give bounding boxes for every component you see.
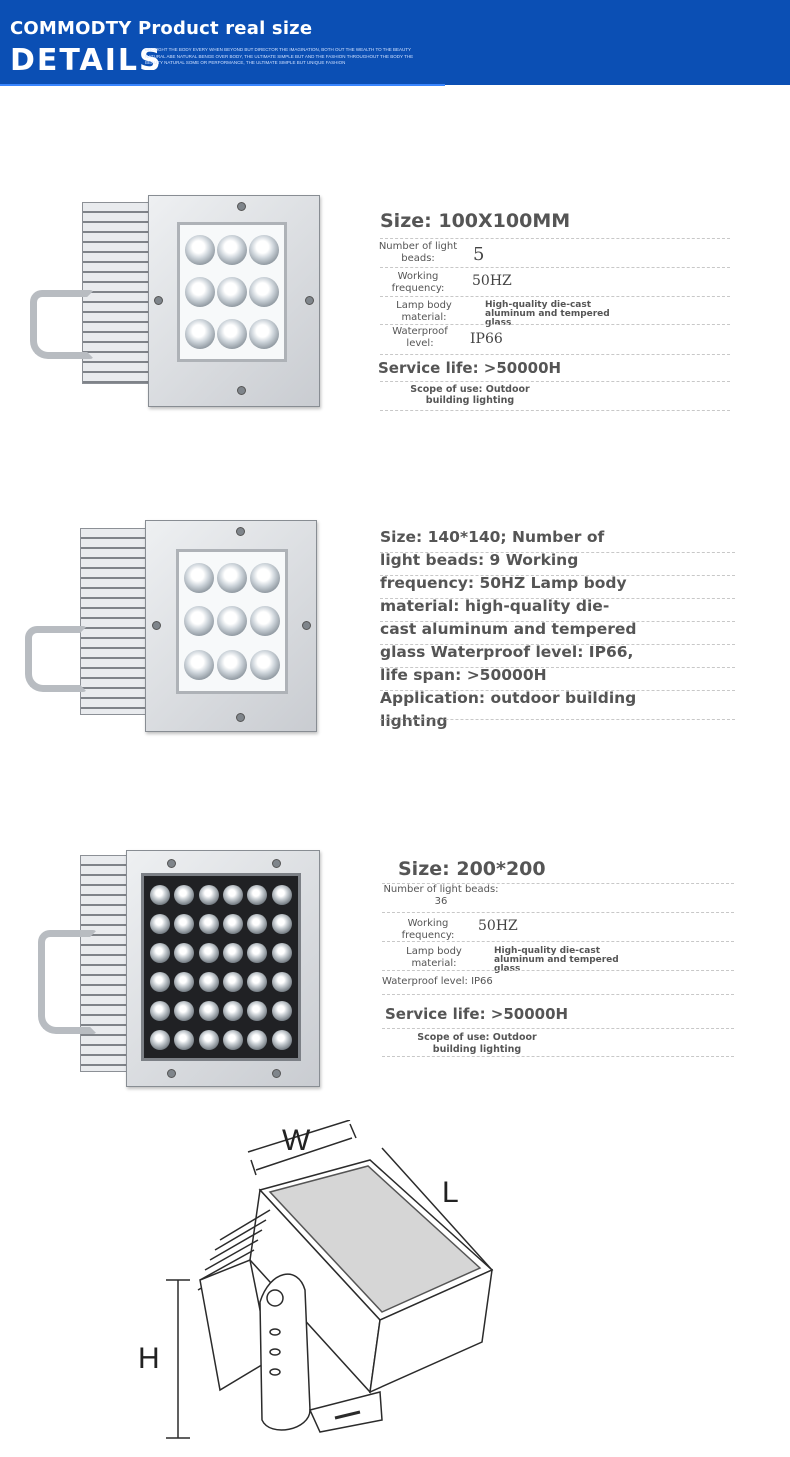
width-label: W xyxy=(282,1124,311,1157)
spec-material-value: High-quality die-cast aluminum and tempered glass xyxy=(485,300,610,328)
spec3-scope: Scope of use: Outdoor building lighting xyxy=(417,1032,537,1055)
spec-freq-value: 50HZ xyxy=(472,273,512,289)
banner-title: COMMODTY Product real size xyxy=(10,18,313,39)
spec-size: Size: 100X100MM xyxy=(380,210,571,232)
dimension-drawing xyxy=(120,1120,520,1450)
spec-paragraph-140: Size: 140*140; Number of light beads: 9 Working frequency: 50HZ Lamp body material: high-quality die-cast aluminum and tempered glass Waterproof level: IP66, life span: >50000H Application: outdoor building lighting xyxy=(380,528,637,730)
product-photo-100 xyxy=(30,190,330,415)
dimension-diagram xyxy=(120,1120,520,1450)
product-photo-140 xyxy=(25,518,325,738)
spec-freq-label: Working frequency: xyxy=(391,271,445,294)
spec3-size: Size: 200*200 xyxy=(398,858,546,880)
spec-waterproof-label: Waterproof level: xyxy=(392,326,448,349)
spec-beads-label: Number of light beads: xyxy=(378,241,458,264)
length-label: L xyxy=(442,1176,459,1209)
height-label: H xyxy=(138,1342,160,1375)
spec3-freq-label: Working frequency: xyxy=(401,918,455,941)
spec3-freq-value: 50HZ xyxy=(478,918,518,934)
spec3-material-value: High-quality die-cast aluminum and tempered glass xyxy=(494,946,619,974)
spec3-beads: Number of light beads: 36 xyxy=(383,884,499,907)
product-photo-200 xyxy=(38,850,323,1090)
spec-beads-value: 5 xyxy=(473,244,485,265)
spec3-waterproof: Waterproof level: IP66 xyxy=(382,976,493,987)
spec3-material-label: Lamp body material: xyxy=(406,946,462,969)
banner-fine-print: BROUGHT THE BODY EVERY WHEN BEYOND BUT DIRECTOR THE IMAGINATION, BOTH OUT THE WEALTH TO THE BEAUTY NATURAL ABE NATURAL BENGE OVER BODY, THE ULTIMATE SIMPLE BUT AND THE FASHION THROUGHOUT THE BODY THE BEAUTY NATURAL SOME OR PERFORMANCE, THE ULTIMATE SIMPLE BUT UNIQUE FASHION xyxy=(145,47,414,65)
spec3-service-life: Service life: >50000H xyxy=(385,1005,569,1023)
spec-material-label: Lamp body material: xyxy=(396,300,452,323)
spec-waterproof-value: IP66 xyxy=(470,331,503,347)
header-banner xyxy=(0,0,790,85)
banner-details-text: DETAILS xyxy=(10,48,163,70)
banner-underline xyxy=(0,84,445,86)
spec-scope: Scope of use: Outdoor building lighting xyxy=(410,384,530,406)
spec-service-life: Service life: >50000H xyxy=(378,359,562,377)
